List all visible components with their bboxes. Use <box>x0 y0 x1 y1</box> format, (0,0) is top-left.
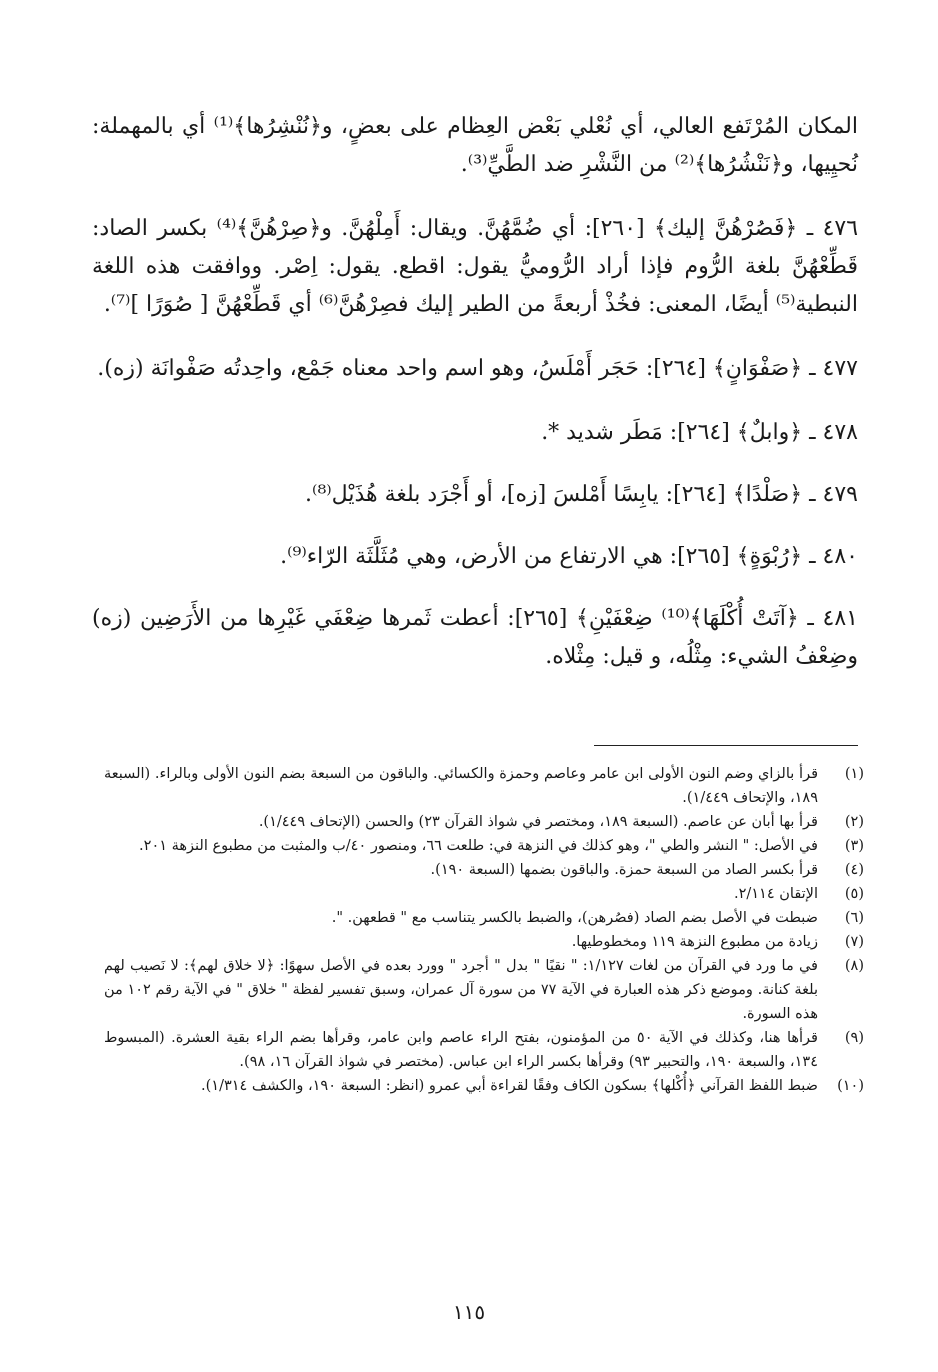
entry-479: ٤٧٩ ـ ﴿صَلْدًا﴾ [٢٦٤]: يابِسًا أَمْلسَ [زه]، أو أَجْرَد بلغة هُذَيْل⁽⁸⁾. <box>305 482 858 507</box>
footnote-number: (٧) <box>844 934 864 950</box>
footnote-number: (١٠) <box>837 1078 864 1094</box>
footnote-number: (٣) <box>844 838 864 854</box>
main-text <box>92 108 858 676</box>
footnote-number: (٥) <box>844 886 864 902</box>
footnote-text: ضبطت في الأصل بضم الصاد (فصُرهن)، والضبط بالكسر يتناسب مع " قطعهن. ". <box>331 910 818 926</box>
footnote-text: في ما ورد في القرآن من لغات ١/١٢٧: " نقيًا " بدل " أجرد " وورد بعده في الأصل سهوًا: ﴿لا خلاق لهم﴾: لا نَصيب لهم بلغة كنانة. وموضع ذكر هذه العبارة في الآية ٧٧ من سورة آل عمران، وسبق تفسير لفظة " خلاق " في الآية رقم ١٠٢ من هذه السورة. <box>104 958 818 1022</box>
footnote-10 <box>104 1074 864 1098</box>
footnote-text: قرأها هنا، وكذلك في الآية ٥٠ من المؤمنون، بفتح الراء عاصم وابن عامر، وقرأها بضم الراء بقية العشرة. (المبسوط ١٣٤، والسبعة ١٩٠، والتحبير ٩٣) وقرأها بكسر الراء ابن عباس. (مختصر في شواذ القرآن ١٦، ٩٨). <box>104 1030 818 1070</box>
footnote-2 <box>104 810 864 834</box>
page-number: ١١٥ <box>452 1300 486 1324</box>
entry-476: ٤٧٦ ـ ﴿فَصُرْهُنَّ إليك﴾ [٢٦٠]: أي ضُمَّهُنَّ. ويقال: أَمِلْهُنَّ. و﴿صِرْهُنَّ﴾⁽⁴⁾ بكسر الصاد: قَطِّعْهُنَّ بلغة الرُّوم فإذا أراد الرُّوميُّ يقول: اقطع. يقول: اِصْر. ووافقت هذه اللغة النبطية⁽⁵⁾ أيضًا، المعنى: فخُذْ أربعةً من الطير إليك فصِرْهُنَّ⁽⁶⁾ أي قَطِّعْهُنَّ [ صُوَرًا ]⁽⁷⁾. <box>92 216 859 317</box>
footnote-text: ضبط اللفظ القرآني ﴿أُكْلها﴾ بسكون الكاف وفقًا لقراءة أبي عمرو (انظر: السبعة ١٩٠، والكشف ١/٣١٤). <box>201 1078 818 1094</box>
footnote-text: زيادة من مطبوع النزهة ١١٩ ومخطوطيها. <box>571 934 818 950</box>
footnote-3 <box>104 834 864 858</box>
footnote-text: قرأ بالزاي وضم النون الأولى ابن عامر وعاصم وحمزة والكسائي. والباقون من السبعة بضم النون الأولى وبالراء. (السبعة ١٨٩، والإتحاف ١/٤٤٩). <box>104 766 818 806</box>
footnote-6 <box>104 906 864 930</box>
footnote-number: (٨) <box>844 958 864 974</box>
footnote-number: (٦) <box>844 910 864 926</box>
entry-480: ٤٨٠ ـ ﴿رُبْوَةٍ﴾ [٢٦٥]: هي الارتفاع من الأرض، وهي مُثَلَّثَة الرّاء⁽⁹⁾. <box>280 544 858 569</box>
footnote-8 <box>104 954 864 1026</box>
footnote-text: في الأصل: " النشر والطي "، وهو كذلك في النزهة في: طلعت ٦٦، ومنصور ٤٠/ب والمثبت من مطبوع النزهة ٢٠١. <box>139 838 818 854</box>
footnote-7 <box>104 930 864 954</box>
footnote-separator <box>594 745 858 746</box>
footnote-text: قرأ بها أبان عن عاصم. (السبعة ١٨٩، ومختصر في شواذ القرآن ٢٣) والحسن (الإتحاف ١/٤٤٩). <box>258 814 818 830</box>
footnote-text: قرأ بكسر الصاد من السبعة حمزة. والباقون بضمها (السبعة ١٩٠). <box>430 862 818 878</box>
entry-477: ٤٧٧ ـ ﴿صَفْوَانٍ﴾ [٢٦٤]: حَجَر أَمْلَسُ، وهو اسم واحد معناه جَمْع، واحِدتُه صَفْوانَة (زه). <box>97 356 858 381</box>
footnote-1 <box>104 762 864 810</box>
entry-478: ٤٧٨ ـ ﴿وابلٌ﴾ [٢٦٤]: مَطَر شديد *. <box>541 420 858 445</box>
footnote-number: (٤) <box>844 862 864 878</box>
footnote-text: الإتقان ٢/١١٤. <box>733 886 818 902</box>
footnote-4 <box>104 858 864 882</box>
footnote-number: (١) <box>844 766 864 782</box>
footnote-5 <box>104 882 864 906</box>
entry-481: ٤٨١ ـ ﴿آتَتْ أُكْلَهَا﴾⁽¹⁰⁾ ضِعْفَيْنِ﴾ [٢٦٥]: أعطت ثَمرها ضِعْفَي غَيْرِها من الأَرَضِين (زه) وضِعْفُ الشيء: مِثْلُه، و قيل: مِثْلاه. <box>92 606 858 669</box>
footnote-number: (٩) <box>844 1030 864 1046</box>
footnotes <box>104 762 864 1098</box>
footnote-number: (٢) <box>844 814 864 830</box>
intro-paragraph: المكان المُرْتَفع العالي، أي نُعْلي بَعْض العِظام على بعضٍ، و﴿نُنْشِرُها﴾⁽¹⁾ أي بالمهملة: نُحيِيها، و﴿نَنْشُرُها﴾⁽²⁾ من النَّشْرِ ضد الطَّيِّ⁽³⁾. <box>92 114 858 177</box>
footnote-9 <box>104 1026 864 1074</box>
